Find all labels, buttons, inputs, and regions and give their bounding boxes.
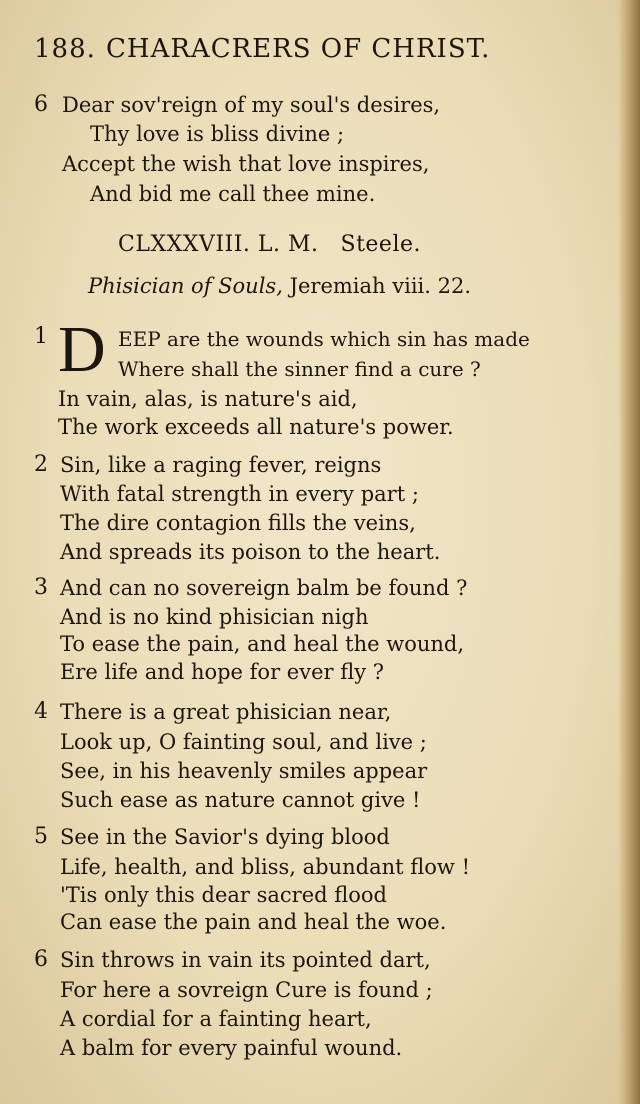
stanza-line: Where shall the sinner find a cure ? xyxy=(118,357,481,381)
stanza-number: 1 xyxy=(34,324,48,349)
stanza-line: There is a great phisician near, xyxy=(60,700,392,724)
stanza-line: And can no sovereign balm be found ? xyxy=(60,576,468,600)
hymn-theme: Phisician of Souls, xyxy=(88,274,283,298)
stanza-line: See in the Savior's dying blood xyxy=(60,825,390,849)
hymn-subtitle xyxy=(88,274,598,306)
stanza-line: Ere life and hope for ever fly ? xyxy=(60,660,385,684)
stanza-line: And is no kind phisician nigh xyxy=(60,605,369,629)
prev-stanza-line: Thy love is bliss divine ; xyxy=(90,122,345,146)
stanza-line: Sin, like a raging fever, reigns xyxy=(60,453,382,477)
stanza-number: 4 xyxy=(34,699,48,724)
stanza-line: EEP are the wounds which sin has made xyxy=(118,327,530,351)
running-header xyxy=(34,34,594,74)
stanza-number: 2 xyxy=(34,452,48,477)
stanza-line: Such ease as nature cannot give ! xyxy=(60,788,421,812)
stanza-line: To ease the pain, and heal the wound, xyxy=(60,632,465,656)
stanza-line: And spreads its poison to the heart. xyxy=(60,540,441,564)
prev-stanza-line: Dear sov'reign of my soul's desires, xyxy=(62,93,441,117)
stanza-line: The dire contagion fills the veins, xyxy=(60,511,416,535)
stanza-line: In vain, alas, is nature's aid, xyxy=(58,387,358,411)
stanza-line: Can ease the pain and heal the woe. xyxy=(60,910,447,934)
stanza-line: See, in his heavenly smiles appear xyxy=(60,759,428,783)
hymn-author: Steele. xyxy=(340,232,421,257)
stanza-number: 6 xyxy=(34,947,48,972)
stanza-line: A cordial for a fainting heart, xyxy=(60,1007,372,1031)
book-spine-shadow xyxy=(618,0,640,1104)
scripture-reference: Jeremiah viii. 22. xyxy=(289,274,472,298)
hymn-title xyxy=(118,232,598,266)
hymn-number: CLXXXVIII. L. M. xyxy=(118,232,319,257)
stanza-line: Life, health, and bliss, abundant flow ! xyxy=(60,855,471,879)
stanza-line: A balm for every painful wound. xyxy=(60,1036,403,1060)
stanza-line: 'Tis only this dear sacred flood xyxy=(60,883,387,907)
stanza-line: For here a sovreign Cure is found ; xyxy=(60,978,433,1002)
stanza-line: Sin throws in vain its pointed dart, xyxy=(60,948,431,972)
stanza-number: 3 xyxy=(34,575,48,600)
prev-stanza-line: Accept the wish that love inspires, xyxy=(62,152,430,176)
stanza-line: Look up, O fainting soul, and live ; xyxy=(60,730,427,754)
drop-cap: D xyxy=(58,313,106,386)
stanza-line: With fatal strength in every part ; xyxy=(60,482,419,506)
running-title: CHARACRERS OF CHRIST. xyxy=(106,34,491,64)
page-number: 188. xyxy=(34,34,96,64)
stanza-number: 5 xyxy=(34,824,48,849)
prev-stanza-line: And bid me call thee mine. xyxy=(90,182,376,206)
prev-stanza-number: 6 xyxy=(34,92,48,117)
stanza-line: The work exceeds all nature's power. xyxy=(58,415,454,439)
